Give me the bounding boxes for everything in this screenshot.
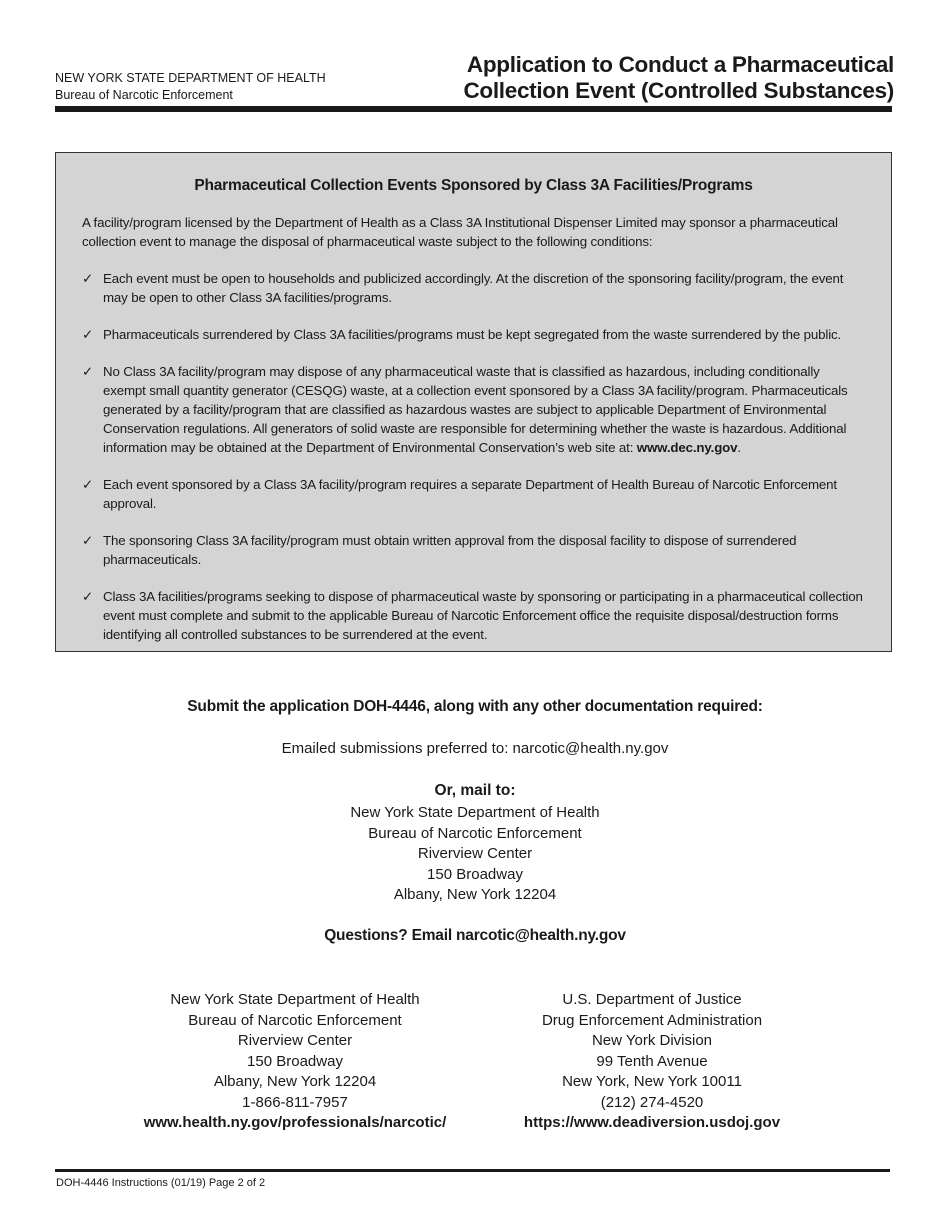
questions-line: Questions? Email narcotic@health.ny.gov — [324, 927, 626, 944]
conditions-box — [55, 152, 892, 652]
email-line: Emailed submissions preferred to: narcotic@health.ny.gov — [281, 740, 669, 757]
condition-item — [82, 587, 865, 644]
dec-link[interactable]: www.dec.ny.gov — [636, 440, 738, 455]
contact-line: 150 Broadway — [247, 1052, 343, 1070]
condition-text: Class 3A facilities/programs seeking to dispose of pharmaceutical waste by sponsoring or participating in a pharmaceutical collection event must complete and submit to the applicable Bureau of Narcotic Enforcement office the requisite disposal/destruction forms identifying all controlled substances to be surrendered at the event. — [103, 589, 863, 642]
condition-text: The sponsoring Class 3A facility/program must obtain written approval from the disposal facility to dispose of surrendered pharmaceuticals. — [103, 533, 797, 567]
condition-item — [82, 269, 865, 307]
checkmark-icon: ✓ — [82, 364, 93, 379]
mail-address — [0, 803, 950, 906]
title-line1: Application to Conduct a Pharmaceutical — [466, 52, 894, 77]
contact-line: Albany, New York 12204 — [213, 1073, 377, 1090]
mail-address-line: 150 Broadway — [427, 865, 523, 883]
contact-line: New York State Department of Health — [170, 991, 420, 1008]
condition-item — [82, 531, 865, 569]
contact-website[interactable]: www.health.ny.gov/professionals/narcotic/ — [143, 1114, 447, 1131]
condition-text: Pharmaceuticals surrendered by Class 3A facilities/programs must be kept segregated from the waste surrendered by the public. — [103, 327, 842, 342]
header-org — [55, 70, 326, 104]
contact-nys-doh — [125, 990, 465, 1134]
contact-line: Drug Enforcement Administration — [541, 1011, 763, 1029]
contact-dea — [482, 990, 822, 1134]
contact-phone: (212) 274-4520 — [600, 1093, 704, 1111]
footer-divider — [55, 1169, 890, 1172]
submit-heading: Submit the application DOH-4446, along with any other documentation required: — [187, 698, 763, 715]
contact-line: U.S. Department of Justice — [562, 991, 742, 1008]
condition-text — [103, 362, 865, 457]
footer-text: DOH-4446 Instructions (01/19) Page 2 of 2 — [56, 1177, 266, 1189]
checkmark-icon: ✓ — [82, 477, 93, 492]
mail-address-line: Riverview Center — [417, 845, 533, 862]
checkmark-icon: ✓ — [82, 327, 93, 342]
checkmark-icon: ✓ — [82, 589, 93, 604]
mail-heading: Or, mail to: — [434, 782, 516, 799]
condition-item — [82, 475, 865, 513]
contact-line: 99 Tenth Avenue — [596, 1052, 708, 1070]
box-intro: A facility/program licensed by the Department of Health as a Class 3A Institutional Dispenser Limited may sponsor a pharmaceutical collection event to manage the disposal of pharmaceutical waste subject to the following conditions: — [82, 215, 838, 249]
condition-text: Each event must be open to households and publicized accordingly. At the discretion of the sponsoring facility/program, the event may be open to other Class 3A facilities/programs. — [103, 271, 844, 305]
condition-item — [82, 325, 865, 344]
mail-address-line: New York State Department of Health — [350, 804, 600, 821]
contact-phone: 1-866-811-7957 — [242, 1093, 348, 1111]
header-org-line2: Bureau of Narcotic Enforcement — [55, 88, 233, 102]
contact-line: Riverview Center — [237, 1032, 353, 1049]
contact-line: Bureau of Narcotic Enforcement — [188, 1011, 402, 1029]
contact-line: New York, New York 10011 — [562, 1073, 742, 1090]
condition-text-body: No Class 3A facility/program may dispose of any pharmaceutical waste that is classified as hazardous, including conditionally exempt small quantity generator (CESQG) waste, at a collection event sponsored by a Class 3A facility/program. Pharmaceuticals generated by a facility/program that are classified as hazardous wastes are subject to applicable Department of Environmental Conservation regulations. All generators of solid waste are responsible for determining whether the waste is hazardous. Additional information may be obtained at the Department of Environmental Conservation’s web site at: — [103, 364, 848, 455]
document-title — [463, 52, 894, 104]
contact-website[interactable]: https://www.deadiversion.usdoj.gov — [523, 1114, 781, 1131]
box-heading: Pharmaceutical Collection Events Sponsored by Class 3A Facilities/Programs — [194, 177, 753, 194]
dec-link-suffix: . — [737, 440, 741, 455]
checkmark-icon: ✓ — [82, 271, 93, 286]
contact-line: New York Division — [591, 1032, 713, 1049]
title-line2: Collection Event (Controlled Substances) — [463, 78, 894, 103]
checkmark-icon: ✓ — [82, 533, 93, 548]
mail-address-line: Bureau of Narcotic Enforcement — [368, 824, 582, 842]
mail-address-line: Albany, New York 12204 — [393, 886, 557, 903]
header-divider — [55, 106, 892, 112]
condition-item — [82, 362, 865, 457]
condition-text: Each event sponsored by a Class 3A facility/program requires a separate Department of Health Bureau of Narcotic Enforcement approval. — [103, 477, 837, 511]
header-org-line1: NEW YORK STATE DEPARTMENT OF HEALTH — [55, 71, 326, 85]
